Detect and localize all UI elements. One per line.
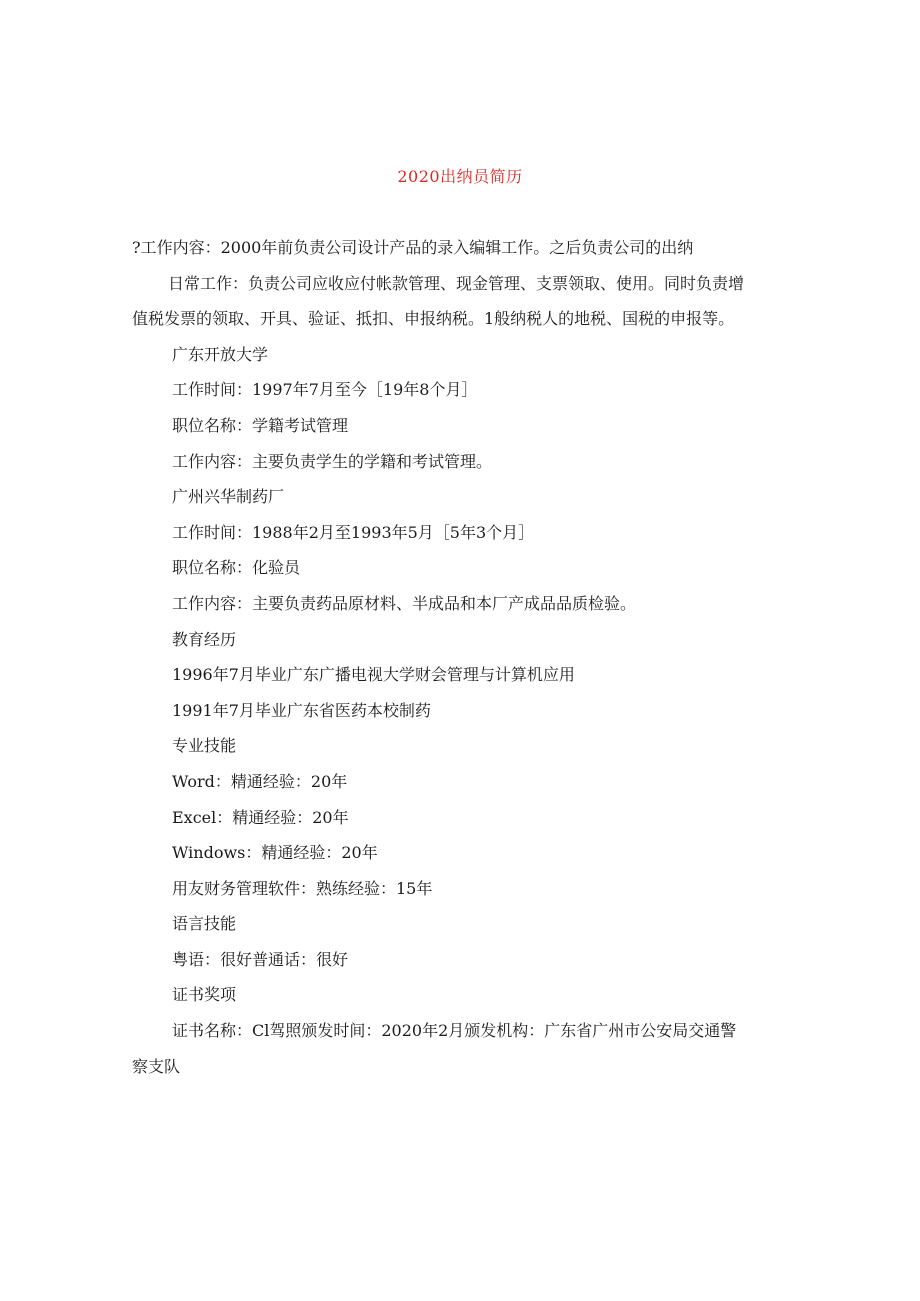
text-line-work-content-1: 工作内容：主要负责学生的学籍和考试管理。 [172, 451, 493, 471]
section-heading-languages: 语言技能 [172, 914, 237, 934]
text-line-skill-word: Word：精通经验：20年 [172, 771, 348, 791]
document-title: 2020出纳员简历 [397, 167, 523, 186]
text-line-work-time-1: 工作时间：1997年7月至今［19年8个月］ [172, 380, 478, 400]
document-body [132, 230, 792, 1084]
text-line-education-1: 1996年7月毕业广东广播电视大学财会管理与计算机应用 [172, 665, 575, 685]
section-heading-employer-1: 广东开放大学 [172, 344, 269, 364]
text-line-work-content-2: 工作内容：主要负责药品原材料、半成品和本厂产成品品质检验。 [172, 593, 637, 613]
text-line-languages: 粤语：很好普通话：很好 [172, 949, 349, 969]
text-line-certificate: 证书名称：Cl驾照颁发时间：2020年2月颁发机构：广东省广州市公安局交通警 [172, 1021, 737, 1041]
text-line-skill-excel: Excel：精通经验：20年 [172, 807, 349, 827]
text-line-skill-finance-software: 用友财务管理软件：熟练经验：15年 [172, 878, 433, 898]
text-line-work-content: ?工作内容：2000年前负责公司设计产品的录入编辑工作。之后负责公司的出纳 [132, 238, 694, 257]
text-line-position-1: 职位名称：学籍考试管理 [172, 415, 349, 435]
text-line-certificate-cont: 察支队 [132, 1056, 181, 1076]
text-line-tax-duties: 值税发票的领取、开具、验证、抵扣、申报纳税。1般纳税人的地税、国税的申报等。 [132, 309, 735, 329]
section-heading-skills: 专业技能 [172, 736, 237, 756]
section-heading-certificates: 证书奖项 [172, 985, 237, 1005]
text-line-work-time-2: 工作时间：1988年2月至1993年5月［5年3个月］ [172, 522, 535, 542]
section-heading-employer-2: 广州兴华制药厂 [172, 487, 285, 507]
text-line-education-2: 1991年7月毕业广东省医药本校制药 [172, 700, 431, 720]
text-line-daily-work: 日常工作：负责公司应收应付帐款管理、现金管理、支票领取、使用。同时负责增 [168, 273, 745, 293]
text-line-position-2: 职位名称：化验员 [172, 558, 301, 578]
section-heading-education: 教育经历 [172, 629, 237, 649]
text-line-skill-windows: Windows：精通经验：20年 [172, 843, 378, 863]
